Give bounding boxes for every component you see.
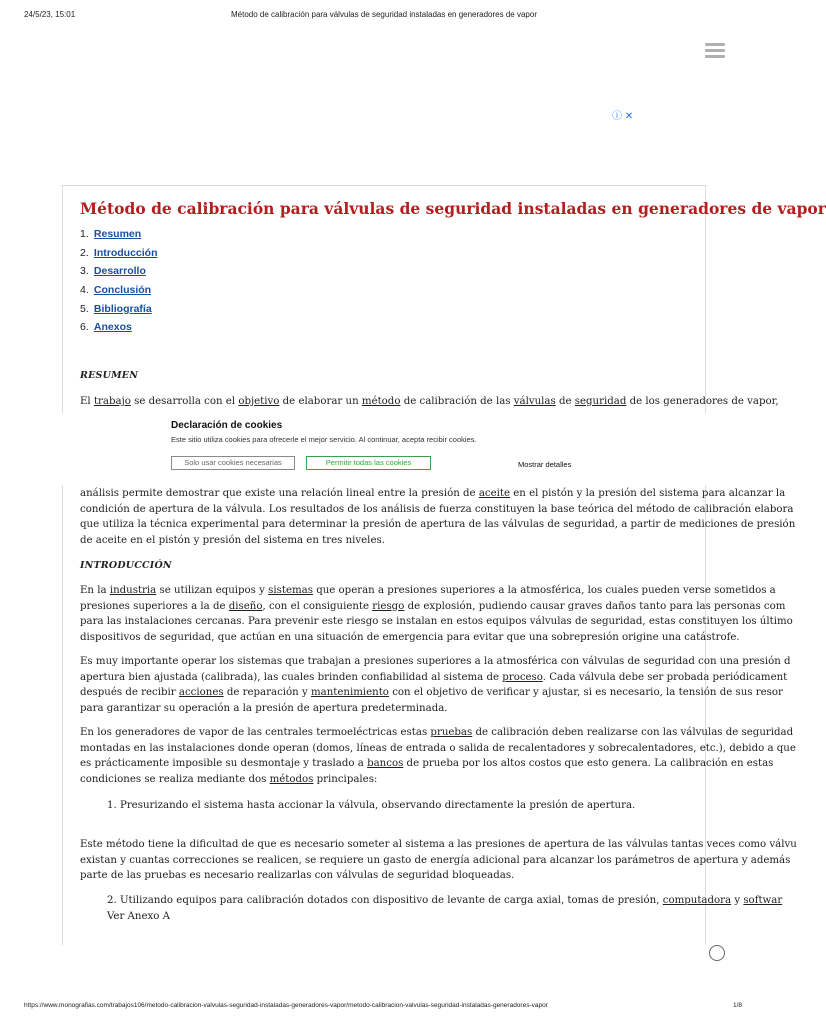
- link-metodo[interactable]: método: [361, 396, 401, 407]
- link-objetivo[interactable]: objetivo: [238, 396, 280, 407]
- link-trabajo[interactable]: trabajo: [93, 396, 131, 407]
- link-acciones[interactable]: acciones: [178, 687, 224, 699]
- link-proceso[interactable]: proceso: [502, 671, 543, 683]
- toc-item: 1. Resumen: [80, 228, 142, 240]
- link-bancos[interactable]: bancos: [367, 758, 404, 770]
- ad-choices-icon[interactable]: ⓘ ✕: [612, 111, 634, 122]
- print-page-number: 1/8: [733, 1002, 743, 1009]
- toc-link-bibliografia[interactable]: Bibliografía: [93, 302, 152, 315]
- link-aceite[interactable]: aceite: [478, 488, 511, 499]
- print-timestamp: 24/5/23, 15:01: [24, 10, 76, 19]
- print-header: [0, 10, 768, 24]
- toc-link-conclusion[interactable]: Conclusión: [93, 284, 152, 297]
- toc-link-desarrollo[interactable]: Desarrollo: [93, 265, 146, 278]
- intro-paragraph-3: En los generadores de vapor de las centrales termoeléctricas estas pruebas de calibración deben realizarse con las válvulas de seguridad montadas en las instalaciones donde operan (domos, líneas de entrada o salida de recalentadores y sobrecalentadores, etc.), debido a que es prácticamente imposible su desmontaje y traslado a bancos de prueba por los altos costos que esto genera. La calibración en estas condiciones se realiza mediante dos métodos principales:: [80, 727, 796, 785]
- cookie-banner-title: Declaración de cookies: [171, 420, 283, 431]
- table-of-contents: [80, 228, 158, 340]
- print-page-title: Método de calibración para válvulas de seguridad instaladas en generadores de vapor: [231, 10, 537, 19]
- intro-paragraph-2: Es muy importante operar los sistemas que trabajan a presiones superiores a la atmosférica con válvulas de seguridad con una presión d apertura bien ajustada (calibrada), las cuales brinden confiabilidad al sistema de proceso. Cada válvula debe ser probada periódicament después de recibir acciones de reparación y mantenimiento con el objetivo de verificar y ajustar, si es necesario, la tensión de sus resor para garantizar su operación a la presión de apertura predeterminada.: [80, 656, 791, 714]
- method-list-item-2: 2. Utilizando equipos para calibración dotados con dispositivo de levante de carga axial, tomas de presión, computadora y softwar Ver Anexo A: [107, 895, 783, 922]
- link-seguridad[interactable]: seguridad: [574, 396, 627, 407]
- toc-item: 5. Bibliografía: [80, 302, 152, 315]
- method-list-item-1: 1. Presurizando el sistema hasta accionar la válvula, observando directamente la presión de apertura.: [107, 800, 636, 811]
- link-sistemas[interactable]: sistemas: [268, 585, 313, 596]
- resumen-paragraph-rest: análisis permite demostrar que existe una relación lineal entre la presión de aceite en el pistón y la presión del sistema para alcanzar la condición de apertura de la válvula. Los resultados de los análisis de fuerza constituyen la base teórica del método de calibración elabora que utiliza la técnica experimental para determinar la presión de apertura de las válvulas de seguridad, a partir de mediciones de presión de aceite en el pistón y presión del sistema en tres niveles.: [80, 488, 796, 546]
- allow-all-cookies-button[interactable]: Permitir todas las cookies: [306, 456, 431, 470]
- toc-item: 4. Conclusión: [80, 284, 152, 297]
- link-riesgo[interactable]: riesgo: [372, 600, 405, 612]
- toc-link-resumen[interactable]: Resumen: [93, 228, 142, 240]
- resumen-heading: RESUMEN: [80, 370, 139, 381]
- article-title: Método de calibración para válvulas de seguridad instaladas en generadores de vapor: [80, 199, 826, 218]
- link-software[interactable]: softwar: [743, 895, 783, 906]
- link-computadora[interactable]: computadora: [662, 895, 732, 906]
- link-mantenimiento[interactable]: mantenimiento: [310, 687, 389, 699]
- link-industria[interactable]: industria: [109, 585, 157, 596]
- scroll-to-top-icon[interactable]: [709, 945, 725, 961]
- toc-item: 3. Desarrollo: [80, 265, 146, 278]
- show-details-button[interactable]: Mostrar detalles: [518, 460, 572, 469]
- link-metodos[interactable]: métodos: [269, 773, 314, 785]
- print-url: https://www.monografias.com/trabajos106/metodo-calibracion-valvulas-seguridad-instaladas-generadores-vapor/metodo-calibracion-valvulas-seguridad-instaladas-generadores-vapor: [24, 1002, 548, 1009]
- intro-paragraph-4: Este método tiene la dificultad de que es necesario someter al sistema a las presiones de apertura de las válvulas tantas veces como válvu existan y cuantas correcciones se realicen, se requiere un gasto de energía adicional para alcanzar los parámetros de apertura y además parte de las pruebas es necesario realizarlas con válvulas de seguridad bloqueadas.: [80, 839, 797, 882]
- link-valvulas[interactable]: válvulas: [513, 396, 556, 407]
- link-diseno[interactable]: diseño: [228, 600, 263, 612]
- menu-icon[interactable]: [705, 43, 725, 59]
- introduccion-heading: INTRODUCCIÓN: [80, 560, 172, 571]
- toc-item: 6. Anexos: [80, 321, 132, 334]
- toc-link-introduccion[interactable]: Introducción: [93, 246, 158, 259]
- toc-link-anexos[interactable]: Anexos: [93, 321, 132, 334]
- print-footer: [0, 1002, 768, 1014]
- article-card: [62, 185, 826, 945]
- resumen-paragraph-start: El trabajo se desarrolla con el objetivo de elaborar un método de calibración de las válvulas de seguridad de los generadores de vapor,: [80, 396, 779, 407]
- cookie-banner-text: Este sitio utiliza cookies para ofrecerle el mejor servicio. Al continuar, acepta recibir cookies.: [171, 435, 477, 444]
- toc-item: 2. Introducción: [80, 246, 158, 259]
- intro-paragraph-1: En la industria se utilizan equipos y sistemas que operan a presiones superiores a la atmosférica, los cuales pueden verse sometidos a presiones superiores a la de diseño, con el consiguiente riesgo de explosión, pudiendo causar graves daños tanto para las personas com para las instalaciones cercanas. Para prevenir este riesgo se instalan en estos equipos válvulas de seguridad, estas constituyen los último dispositivos de seguridad, que actúan en una situación de emergencia para evitar que una sobrepresión origine una catástrofe.: [80, 585, 793, 643]
- only-necessary-cookies-button[interactable]: Solo usar cookies necesarias: [171, 456, 295, 470]
- cookie-banner: [0, 413, 768, 485]
- link-pruebas[interactable]: pruebas: [430, 727, 473, 738]
